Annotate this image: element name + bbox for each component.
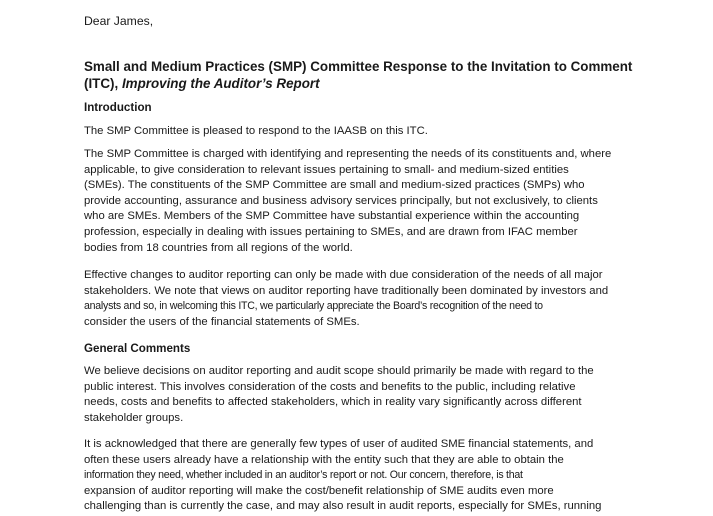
general-comments-heading: General Comments: [84, 342, 191, 355]
general-paragraph-1: [84, 364, 644, 426]
text-line: (SMEs). The constituents of the SMP Committee are small and medium-sized practices (SMPs) who: [84, 179, 585, 192]
text-line: Effective changes to auditor reporting can only be made with due consideration of the needs of all major: [84, 269, 603, 281]
intro-paragraph-2: [84, 147, 644, 256]
title-main: Small and Medium Practices (SMP) Committee Response to the Invitation to Comment (ITC),: [84, 59, 633, 91]
intro-paragraph-1: The SMP Committee is pleased to respond to the IAASB on this ITC.: [84, 125, 428, 137]
text-line: stakeholders. We note that views on auditor reporting have traditionally been dominated by investors and: [84, 284, 609, 297]
text-line: provide accounting, assurance and business advisory services principally, but not exclusively, to clients: [84, 194, 598, 207]
text-line: needs, costs and benefits to affected stakeholders, which in reality vary significantly across different: [84, 396, 582, 409]
title-italic: Improving the Auditor’s Report: [121, 75, 320, 91]
text-line: It is acknowledged that there are generally few types of user of audited SME financial statements, and: [84, 438, 594, 450]
salutation: Dear James,: [84, 14, 154, 28]
text-line: often these users already have a relationship with the entity such that they are able to obtain the: [84, 453, 564, 466]
text-line: challenging than is currently the case, and may also result in audit reports, especially for SMEs, running: [84, 500, 602, 513]
text-line: applicable, to give consideration to relevant issues pertaining to small- and medium-sized entities: [84, 163, 569, 176]
general-paragraph-2: [84, 437, 644, 515]
text-line: public interest. This involves consideration of the costs and benefits to the public, including relative: [84, 380, 576, 393]
text-line: expansion of auditor reporting will make the cost/benefit relationship of SME audits even more: [84, 484, 554, 497]
text-line: analysts and so, in welcoming this ITC, we particularly appreciate the Board’s recognition of the need to: [84, 300, 543, 313]
text-line: We believe decisions on auditor reporting and audit scope should primarily be made with regard to the: [84, 365, 594, 377]
text-line: profession, especially in dealing with issues pertaining to SMEs, and are drawn from IFAC member: [84, 225, 578, 238]
text-line: bodies from 18 countries from all regions of the world.: [84, 241, 353, 254]
letter-title: [84, 59, 644, 92]
text-line: information they need, whether included in an auditor’s report or not. Our concern, therefore, is that: [84, 469, 523, 482]
text-line: consider the users of the financial statements of SMEs.: [84, 315, 360, 328]
introduction-heading: Introduction: [84, 101, 152, 114]
text-line: stakeholder groups.: [84, 411, 184, 424]
text-line: who are SMEs. Members of the SMP Committee have substantial experience within the accounting: [84, 210, 580, 223]
intro-paragraph-3: [84, 268, 644, 330]
text-line: The SMP Committee is charged with identifying and representing the needs of its constituents and, where: [84, 148, 612, 160]
